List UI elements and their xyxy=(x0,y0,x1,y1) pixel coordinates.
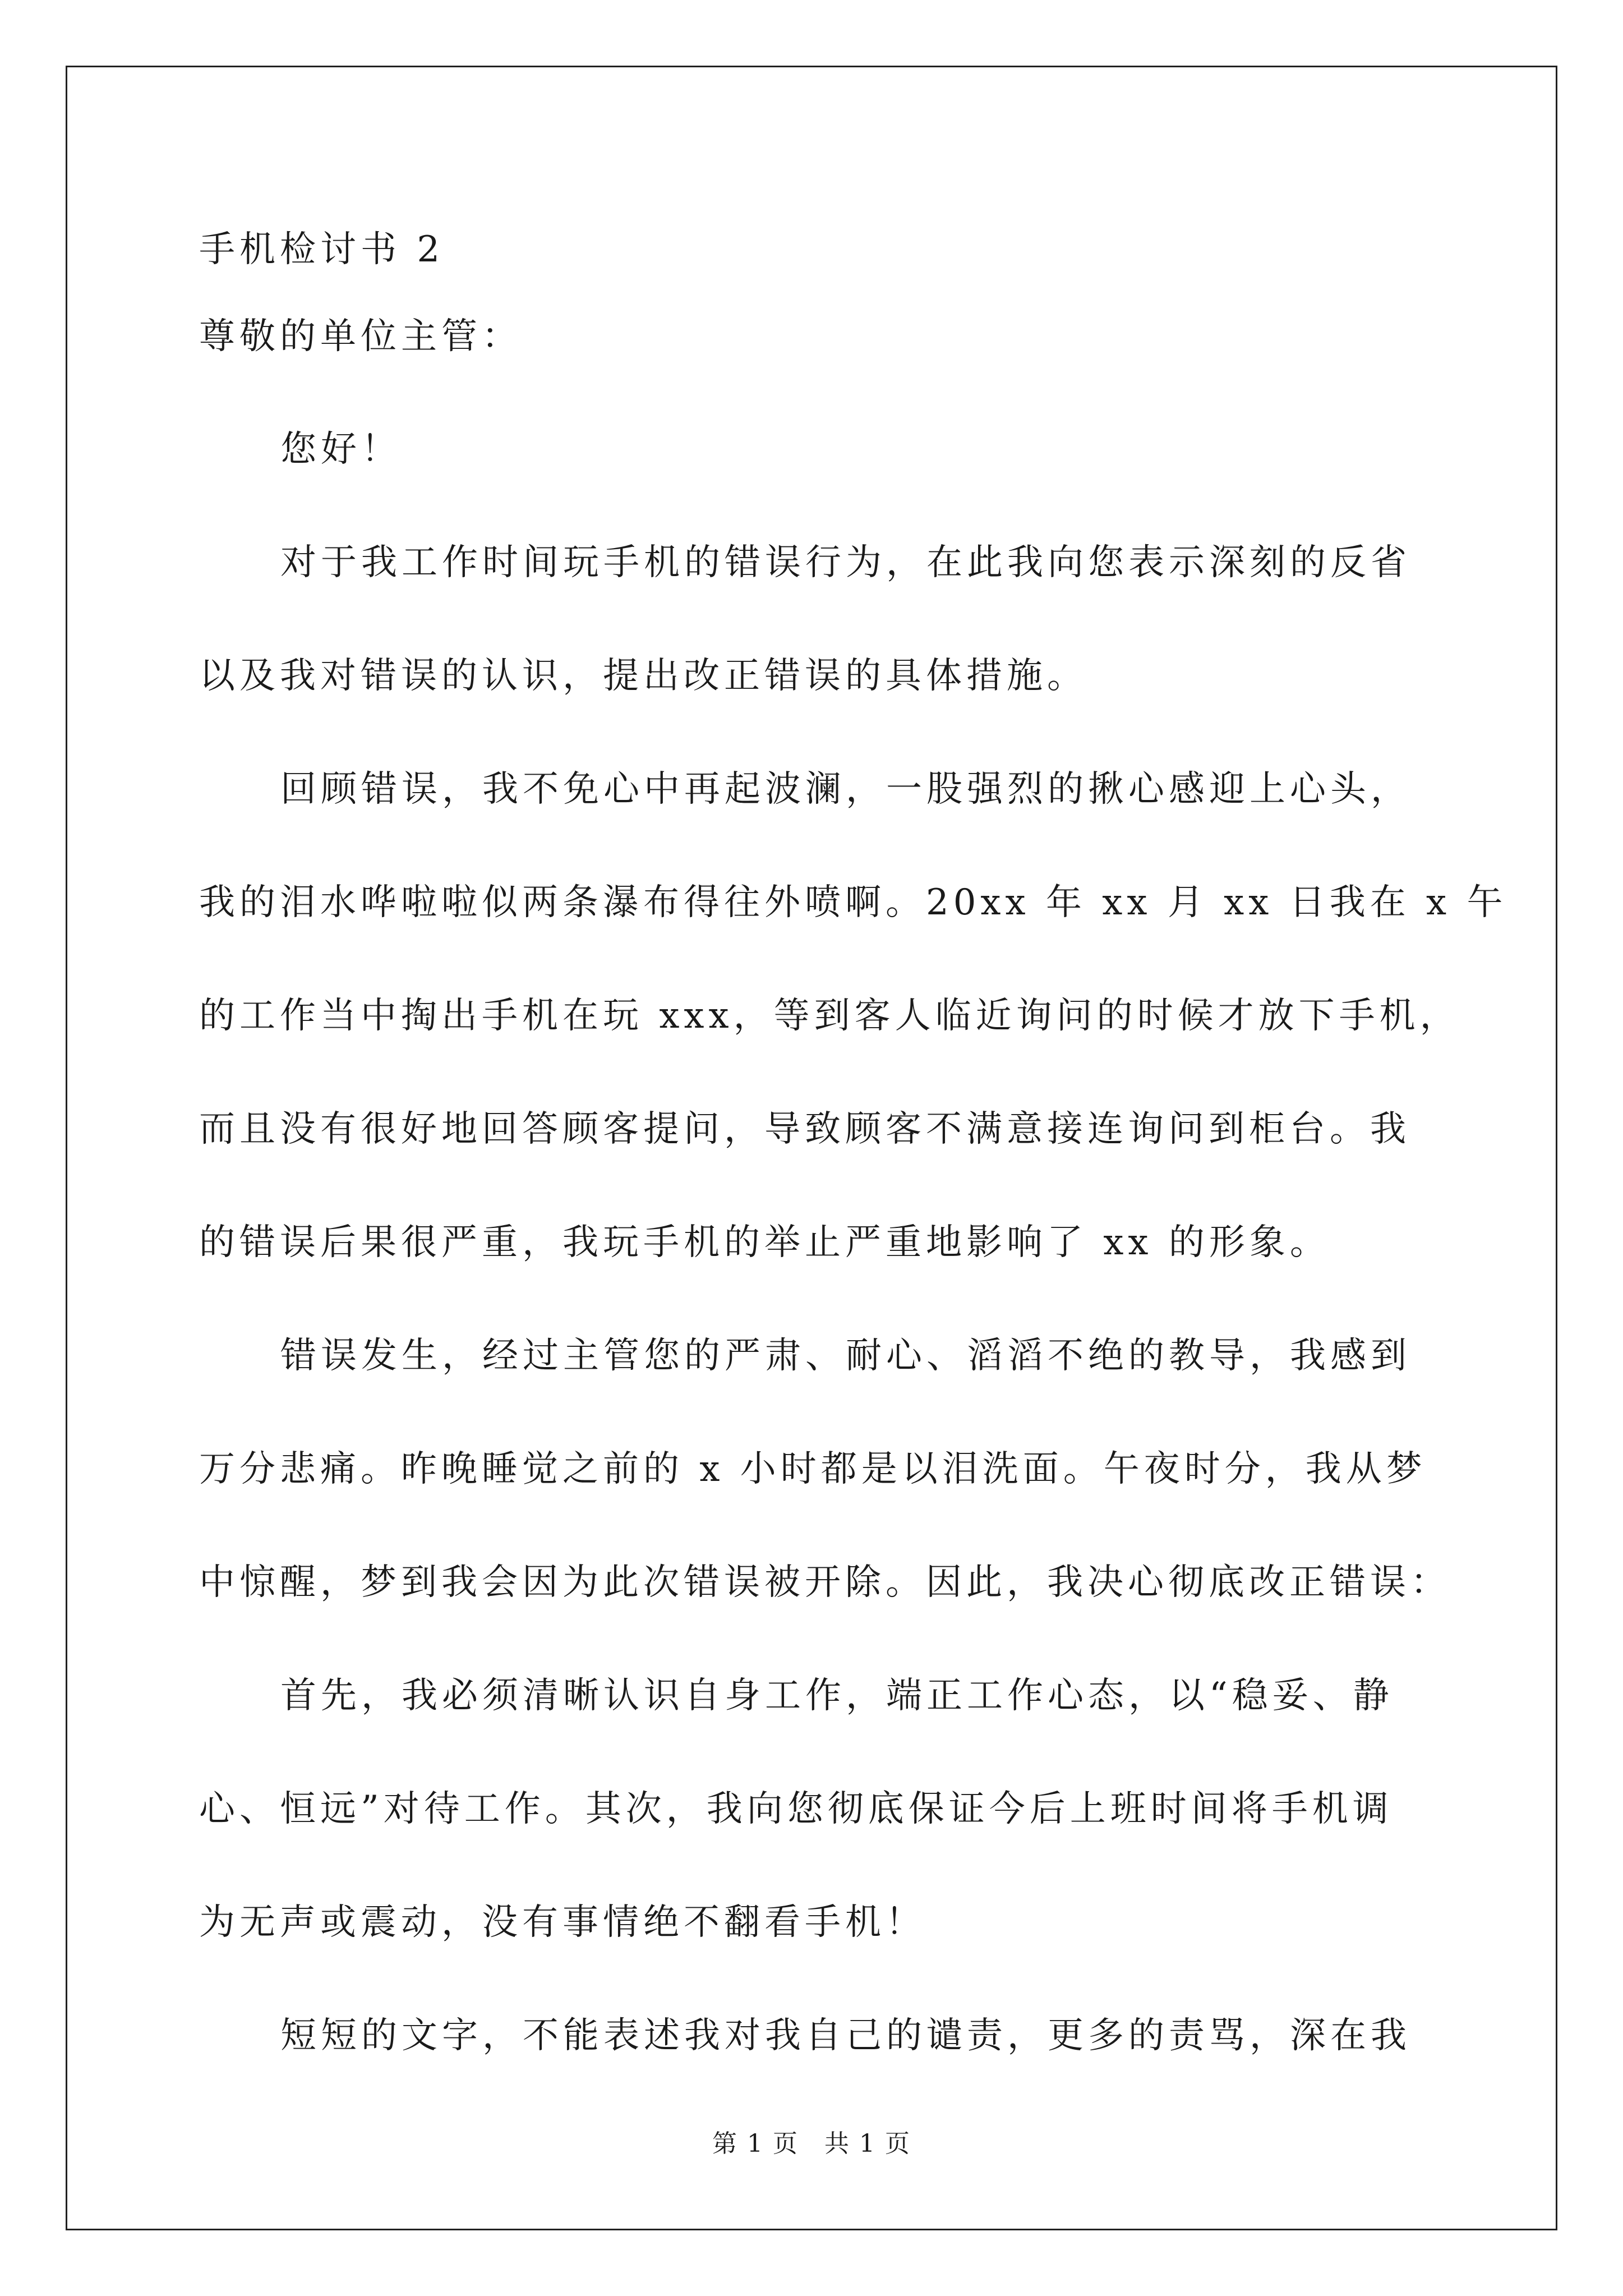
greeting: 您好！ xyxy=(280,429,402,470)
paragraph-line: 对于我工作时间玩手机的错误行为，在此我向您表示深刻的反省 xyxy=(280,542,1411,583)
paragraph-line: 万分悲痛。昨晚睡觉之前的 x 小时都是以泪洗面。午夜时分，我从梦 xyxy=(199,1448,1427,1490)
paragraph-line: 心、恒远”对待工作。其次，我向您彻底保证今后上班时间将手机调 xyxy=(199,1788,1393,1830)
paragraph-line: 的错误后果很严重，我玩手机的举止严重地影响了 xx 的形象。 xyxy=(199,1222,1330,1263)
page-footer: 第 1 页 共 1 页 xyxy=(712,2129,911,2158)
paragraph-line: 错误发生，经过主管您的严肃、耐心、滔滔不绝的教导，我感到 xyxy=(280,1335,1411,1377)
salutation: 尊敬的单位主管： xyxy=(199,316,522,357)
document-body xyxy=(199,219,1507,2092)
paragraph-line: 为无声或震动，没有事情绝不翻看手机！ xyxy=(199,1902,926,1943)
paragraph-line: 的工作当中掏出手机在玩 xxx，等到客人临近询问的时候才放下手机， xyxy=(199,995,1460,1037)
paragraph-line: 中惊醒，梦到我会因为此次错误被开除。因此，我决心彻底改正错误： xyxy=(199,1562,1451,1603)
document-title: 手机检讨书 2 xyxy=(199,229,445,270)
paragraph-line: 短短的文字，不能表述我对我自己的谴责，更多的责骂，深在我 xyxy=(280,2015,1411,2056)
paragraph-line: 回顾错误，我不免心中再起波澜，一股强烈的揪心感迎上心头， xyxy=(280,769,1411,810)
paragraph-line: 以及我对错误的认识，提出改正错误的具体措施。 xyxy=(199,655,1087,697)
paragraph-line: 首先，我必须清晰认识自身工作，端正工作心态，以“稳妥、静 xyxy=(280,1675,1394,1717)
paragraph-line: 我的泪水哗啦啦似两条瀑布得往外喷啊。20xx 年 xx 月 xx 日我在 x 午 xyxy=(199,882,1507,923)
paragraph-line: 而且没有很好地回答顾客提问，导致顾客不满意接连询问到柜台。我 xyxy=(199,1108,1410,1150)
